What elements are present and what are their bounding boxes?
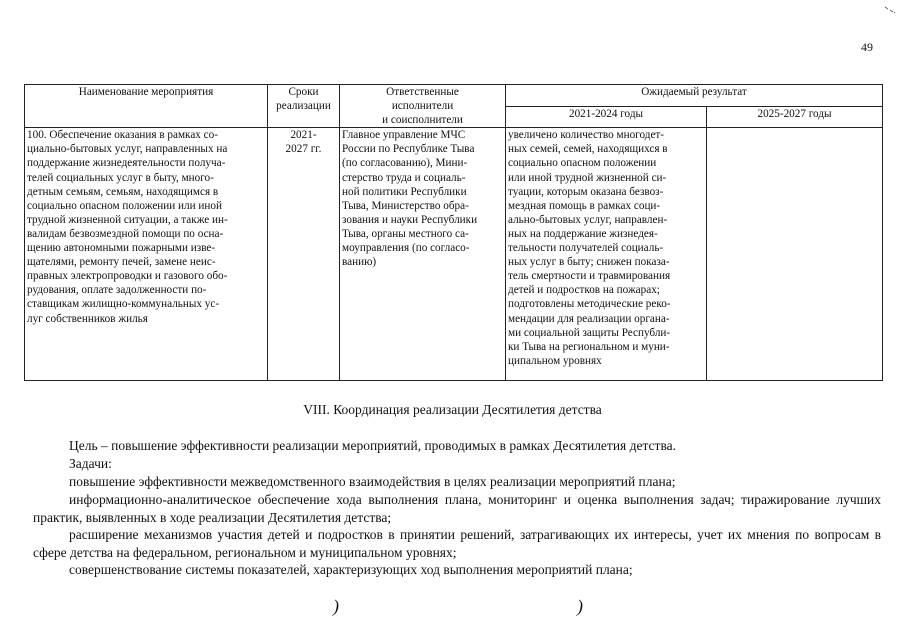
header-name: Наименование мероприятия	[25, 85, 268, 128]
header-period-2025-2027: 2025-2027 годы	[707, 106, 883, 128]
scan-speck-icon	[884, 6, 896, 14]
goal-paragraph: Цель – повышение эффективности реализации мероприятий, проводимых в рамках Десятилетия детства.	[69, 438, 677, 453]
cell-result-2021-2024: увеличено количество многодет- ных семей, семей, находящихся в социально опасном положении или иной трудной жизненной си- туации, которым оказана безвоз- мездная помощь в рамках соци- ально-бытовых услуг, направлен- ных на поддержание жизнедея- тельности получателей социаль- ных услуг в быту; снижен показа- тель смертности и травмирования детей и подростков на пожарах; подготовлены методические реко- мендации для реализации органа- ми социальной защиты Республи- ки Тыва на региональном и муни- ципальном уровнях	[506, 128, 707, 381]
scan-mark-right: )	[577, 596, 583, 616]
cell-result-2025-2027	[707, 128, 883, 381]
header-terms: Сроки реализации	[268, 85, 340, 128]
header-period-2021-2024: 2021-2024 годы	[506, 106, 707, 128]
task-item: совершенствование системы показателей, характеризующих ход выполнения мероприятий плана;	[69, 562, 633, 577]
task-item: расширение механизмов участия детей и подростков в принятии решений, затрагивающих их интересы, учет их мнения по вопросам в сфере детства на федеральном, региональном и муниципальном уровнях;	[33, 527, 881, 560]
scan-mark-left: )	[333, 596, 339, 616]
tasks-label: Задачи:	[69, 456, 112, 471]
cell-measure-name: 100. Обеспечение оказания в рамках со- циально-бытовых услуг, направленных на поддержание жизнедеятельности получа- телей социальных услуг в быту, много- детным семьям, семьям, находящимся в социально опасном положении или иной трудной жизненной ситуации, а также ин- валидам безвозмездной помощи по осна- щению автономными пожарными изве- щателями, ремонту печей, замене неис- правных электропроводки и газового обо- рудования, оплате задолженности по- ставщикам жилищно-коммунальных ус- луг собственников жилья	[25, 128, 268, 381]
section-title: VIII. Координация реализации Десятилетия детства	[303, 402, 602, 417]
page-number: 49	[861, 40, 873, 54]
header-expected-result: Ожидаемый результат	[506, 85, 883, 107]
table-row	[25, 128, 883, 381]
task-item: повышение эффективности межведомственного взаимодействия в целях реализации мероприятий плана;	[69, 474, 676, 489]
task-item: информационно-аналитическое обеспечение хода выполнения плана, мониторинг и оценка выполнения задач; тиражирование лучших практик, выявленных в ходе реализации Десятилетия детства;	[33, 492, 881, 525]
measures-table	[24, 84, 883, 381]
cell-terms: 2021- 2027 гг.	[268, 128, 340, 381]
cell-responsible: Главное управление МЧС России по Республике Тыва (по согласованию), Мини- стерство труда и социаль- ной политики Республики Тыва, Министерство обра- зования и науки Республики Тыва, органы местного са- моуправления (по согласо- ванию)	[340, 128, 506, 381]
header-responsible: Ответственные исполнители и соисполнители	[340, 85, 506, 128]
